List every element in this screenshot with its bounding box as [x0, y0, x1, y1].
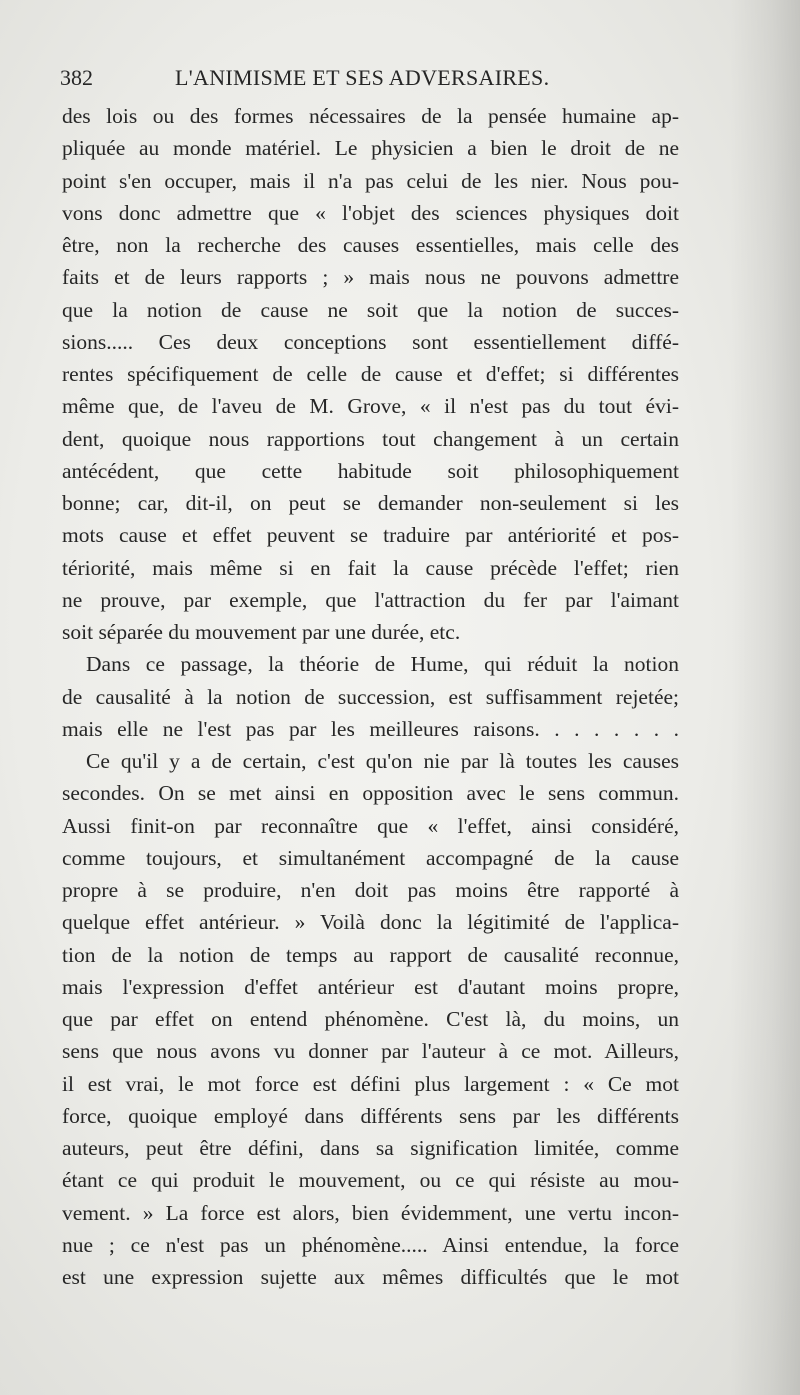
body-text	[62, 100, 679, 1293]
text-line: des lois ou des formes nécessaires de la pensée humaine ap-	[62, 104, 679, 128]
running-title: L'ANIMISME ET SES ADVERSAIRES.	[175, 65, 550, 90]
text-line: quelque effet antérieur. » Voilà donc la légitimité de l'applica-	[62, 910, 679, 935]
text-line: nue ; ce n'est pas un phénomène..... Ainsi entendue, la force	[62, 1232, 679, 1257]
text-line: vement. » La force est alors, bien évidemment, une vertu incon-	[62, 1200, 679, 1225]
text-line: sions..... Ces deux conceptions sont essentiellement diffé-	[62, 329, 679, 354]
text-line: tion de la notion de temps au rapport de causalité reconnue,	[62, 942, 679, 967]
text-line: de causalité à la notion de succession, est suffisamment rejetée;	[62, 684, 679, 709]
text-line: dent, quoique nous rapportions tout changement à un certain	[62, 426, 679, 451]
text-line: ne prouve, par exemple, que l'attraction du fer par l'aimant	[62, 587, 679, 612]
text-line: que la notion de cause ne soit que la notion de succes-	[62, 297, 679, 322]
text-line: est une expression sujette aux mêmes difficultés que le mot	[62, 1265, 679, 1289]
text-line: Aussi finit-on par reconnaître que « l'effet, ainsi considéré,	[62, 813, 679, 838]
text-line: que par effet on entend phénomène. C'est là, du moins, un	[62, 1007, 679, 1031]
text-line: étant ce qui produit le mouvement, ou ce qui résiste au mou-	[62, 1168, 679, 1193]
text-line: pliquée au monde matériel. Le physicien a bien le droit de ne	[62, 136, 679, 161]
text-line: antécédent, que cette habitude soit philosophiquement	[62, 458, 679, 483]
text-line: être, non la recherche des causes essentielles, mais celle des	[62, 233, 679, 257]
text-line: Ce qu'il y a de certain, c'est qu'on nie par là toutes les causes	[86, 749, 679, 773]
text-line: comme toujours, et simultanément accompagné de la cause	[62, 845, 679, 870]
text-line: il est vrai, le mot force est défini plus largement : « Ce mot	[62, 1071, 679, 1096]
text-line: force, quoique employé dans différents sens par les différents	[62, 1103, 679, 1128]
text-line: faits et de leurs rapports ; » mais nous ne pouvons admettre	[62, 265, 679, 290]
text-line: vons donc admettre que « l'objet des sciences physiques doit	[62, 200, 679, 225]
text-line: tériorité, mais même si en fait la cause précède l'effet; rien	[62, 555, 679, 580]
page-edge-shadow	[730, 0, 800, 1395]
text-line: mais elle ne l'est pas par les meilleures raisons. . . . . . . .	[62, 716, 679, 741]
text-line: mais l'expression d'effet antérieur est d'autant moins propre,	[62, 974, 679, 999]
page-number: 382	[60, 65, 93, 90]
text-line: sens que nous avons vu donner par l'auteur à ce mot. Ailleurs,	[62, 1039, 679, 1064]
text-line: secondes. On se met ainsi en opposition avec le sens commun.	[62, 781, 679, 806]
text-line: propre à se produire, n'en doit pas moins être rapporté à	[62, 878, 679, 902]
running-head	[60, 63, 680, 93]
text-line: rentes spécifiquement de celle de cause et d'effet; si différentes	[62, 362, 679, 386]
text-line: point s'en occuper, mais il n'a pas celui de les nier. Nous pou-	[62, 168, 679, 193]
text-line: même que, de l'aveu de M. Grove, « il n'est pas du tout évi-	[62, 394, 679, 419]
text-line: mots cause et effet peuvent se traduire par antériorité et pos-	[62, 523, 679, 548]
text-line: Dans ce passage, la théorie de Hume, qui réduit la notion	[86, 652, 679, 677]
text-line: soit séparée du mouvement par une durée, etc.	[62, 620, 461, 644]
text-line: bonne; car, dit-il, on peut se demander non-seulement si les	[62, 491, 679, 515]
text-line: auteurs, peut être défini, dans sa signification limitée, comme	[62, 1136, 679, 1160]
